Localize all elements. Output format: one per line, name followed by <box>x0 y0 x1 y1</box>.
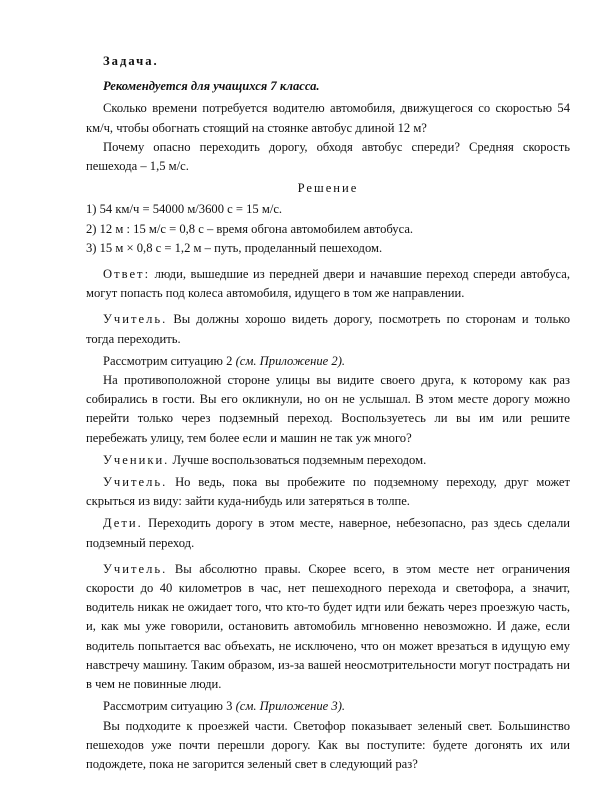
answer-label: Ответ: <box>103 267 151 282</box>
situation-3-heading <box>86 697 570 716</box>
document-body <box>86 52 570 774</box>
students-label: Ученики. <box>103 452 170 467</box>
teacher-paragraph-2 <box>86 473 570 511</box>
task-title: Задача. <box>103 54 159 68</box>
answer-text: люди, вышедшие из передней двери и начавшие переход спереди автобуса, могут попасть под колеса автомобиля, идущего в том же направлении. <box>86 267 570 301</box>
teacher-paragraph-3 <box>86 560 570 694</box>
teacher-label: Учитель. <box>103 312 168 327</box>
task-question-1: Сколько времени потребуется водителю автомобиля, движущегося со скоростью 54 км/ч, чтобы обогнать стоящий на стоянке автобус длиной 12 м? <box>86 101 570 135</box>
teacher-text-1: Вы должны хорошо видеть дорогу, посмотреть по сторонам и только тогда переходить. <box>86 312 570 346</box>
solution-step-2: 2) 12 м : 15 м/с = 0,8 с – время обгона автомобилем автобуса. <box>86 221 414 236</box>
solution-step-3: 3) 15 м × 0,8 с = 1,2 м – путь, проделанный пешеходом. <box>86 240 383 255</box>
situation-2-prefix: Рассмотрим ситуацию 2 <box>103 353 236 368</box>
solution-steps <box>86 200 570 258</box>
situation-2-text: На противоположной стороне улицы вы видите своего друга, к которому как раз собирались в гости. Вы его окликнули, но он не услышал. В этом месте дорогу можно перейти только через подземный переход. Воспользуетесь ли вы им или решите перебежать улицу, тем более если и машин не так уж много? <box>86 373 570 445</box>
children-paragraph <box>86 514 570 552</box>
children-label: Дети. <box>103 516 143 531</box>
situation-2-ref: (см. Приложение 2). <box>235 353 346 368</box>
teacher-text-3: Вы абсолютно правы. Скорее всего, в этом месте нет ограничения скорости до 40 километров в час, нет пешеходного перехода и светофора, а значит, водитель никак не ожидает того, что кто-то будет идти или бежать через проезжую часть, и, как мы уже говорили, остановить автомобиль мгновенно невозможно. И даже, если водитель попытается вас объехать, не исключено, что он может врезаться в идущую ему навстречу машину. Таким образом, из-за вашей неосмотрительности могут пострадать ни в чем не повинные люди. <box>86 561 570 692</box>
situation-2-heading <box>86 352 570 371</box>
situation-3-ref: (см. Приложение 3). <box>235 699 346 714</box>
teacher-label: Учитель. <box>103 561 168 576</box>
teacher-label: Учитель. <box>103 475 168 490</box>
solution-step-1: 1) 54 км/ч = 54000 м/3600 с = 15 м/с. <box>86 202 283 217</box>
teacher-text-2: Но ведь, пока вы пробежите по подземному переходу, друг может скрыться из виду: зайти куда-нибудь или затеряться в толпе. <box>86 475 570 509</box>
situation-3-text: Вы подходите к проезжей части. Светофор показывает зеленый свет. Большинство пешеходов уже почти перешли дорогу. Как вы поступите: будете догонять их или подождете, пока не загорится зеленый свет в следующий раз? <box>86 718 570 771</box>
task-question-2: Почему опасно переходить дорогу, обходя автобус спереди? Средняя скорость пешехода – 1,5 м/с. <box>86 139 570 174</box>
situation-3-prefix: Рассмотрим ситуацию 3 <box>103 699 236 714</box>
recommendation-line: Рекомендуется для учащихся 7 класса. <box>103 79 320 94</box>
students-text: Лучше воспользоваться подземным переходом. <box>169 452 427 467</box>
teacher-paragraph-1 <box>86 310 570 348</box>
children-text: Переходить дорогу в этом месте, наверное, небезопасно, раз здесь сделали подземный переход. <box>86 516 570 550</box>
solution-heading: Решение <box>297 181 359 196</box>
students-paragraph <box>86 451 570 470</box>
answer-paragraph <box>86 265 570 303</box>
